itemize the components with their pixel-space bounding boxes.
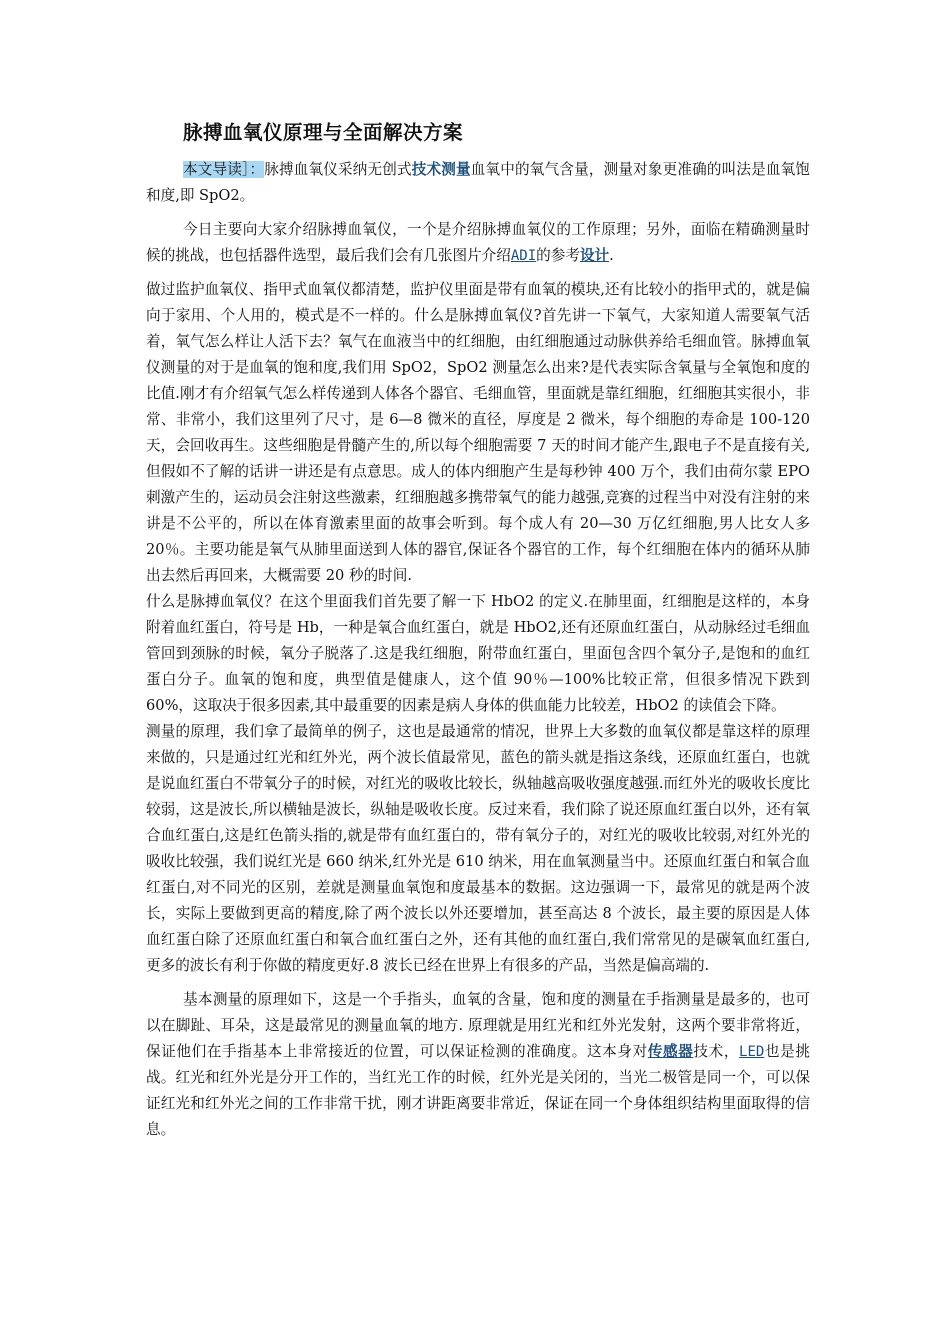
sensor-link[interactable]: 传感器 — [647, 1043, 694, 1060]
intro-highlight: 本文导读］： — [183, 161, 265, 178]
intro-text-2: 血氧中的氧气含量，测量对象更准确的叫法是血氧饱和度,即 SpO2。 — [146, 161, 810, 204]
overview-text: 今日主要向大家介绍脉搏血氧仪，一个是介绍脉搏血氧仪的工作原理；另外，面临在精确测量时候的挑战，也包括器件选型，最后我们会有几张图片介绍 — [146, 221, 810, 264]
adi-link[interactable]: ADI — [510, 248, 537, 264]
paragraph-measurement — [146, 987, 810, 1143]
document-page — [146, 118, 810, 1143]
design-link[interactable]: 设计 — [579, 247, 610, 264]
measurement-text-3: 也是挑战。红光和红外光是分开工作的，当红光工作的时候，红外光是关闭的，当光二极管是同一个，可以保证红光和红外光之间的工作非常干扰，刚才讲距离要非常近，保证在同一个身体组织结构里面取得的信息。 — [146, 1043, 810, 1138]
overview-text-2: 的参考 — [536, 247, 580, 264]
intro-text: 脉搏血氧仪采纳无创式 — [264, 161, 412, 178]
keyword-link[interactable]: 技术测量 — [411, 161, 471, 178]
paragraph-red-cells: 做过监护血氧仪、指甲式血氧仪都清楚，监护仪里面是带有血氧的模块,还有比较小的指甲式的，就是偏向于家用、个人用的，模式是不一样的。什么是脉搏血氧仪?首先讲一下氧气，大家知道人需要氧气活着，氧气怎么样让人活下去？氧气在血液当中的红细胞，由红细胞通过动脉供养给毛细血管。脉搏血氧仪测量的对于是血氧的饱和度,我们用 SpO2，SpO2 测量怎么出来?是代表实际含氧量与全氧饱和度的比值.刚才有介绍氧气怎么样传递到人体各个器官、毛细血管，里面就是靠红细胞，红细胞其实很小，非常、非常小，我们这里列了尺寸，是 6—8 微米的直径，厚度是 2 微米，每个细胞的寿命是 100-120 天，会回收再生。这些细胞是骨髓产生的,所以每个细胞需要 7 天的时间才能产生,跟电子不是直接有关,但假如不了解的话讲一讲还是有点意思。成人的体内细胞产生是每秒钟 400 万个，我们由荷尔蒙 EPO 刺激产生的，运动员会注射这些激素，红细胞越多携带氧气的能力越强,竞赛的过程当中对没有注射的来讲是不公平的，所以在体育激素里面的故事会听到。每个成人有 20—30 万亿红细胞,男人比女人多 20％。主要功能是氧气从肺里面送到人体的器官,保证各个器官的工作，每个红细胞在体内的循环从肺出去然后再回来，大概需要 20 秒的时间. — [146, 281, 810, 584]
led-link[interactable]: LED — [739, 1044, 765, 1060]
paragraph-overview — [146, 217, 810, 269]
intro-paragraph — [146, 157, 810, 209]
measurement-text-2: 技术， — [693, 1043, 740, 1060]
measurement-text: 基本测量的原理如下，这是一个手指头，血氧的含量，饱和度的测量在手指测量是最多的，也可以在脚趾、耳朵，这是最常见的测量血氧的地方. 原理就是用红光和红外光发射，这两个要非常将近，保证他们在手指基本上非常接近的位置，可以保证检测的准确度。这本身对 — [146, 991, 810, 1060]
page-title: 脉搏血氧仪原理与全面解决方案 — [183, 121, 464, 144]
paragraph-hbo2: 什么是脉搏血氧仪？在这个里面我们首先要了解一下 HbO2 的定义.在肺里面，红细胞是这样的，本身附着血红蛋白，符号是 Hb，一种是氧合血红蛋白，就是 HbO2,还有还原血红蛋白，从动脉经过毛细血管回到颈脉的时候，氧分子脱落了.这是我红细胞，附带血红蛋白，里面包含四个氧分子,是饱和的血红蛋白分子。血氧的饱和度，典型值是健康人，这个值 90％—100%比较正常，但很多情况下跌到 60%，这取决于很多因素,其中最重要的因素是病人身体的供血能力比较差，HbO2 的读值会下降。 — [146, 593, 810, 714]
overview-text-3: . — [609, 247, 614, 264]
paragraph-principle: 测量的原理，我们拿了最简单的例子，这也是最通常的情况，世界上大多数的血氧仪都是靠这样的原理来做的，只是通过红光和红外光，两个波长值最常见，蓝色的箭头就是指这条线，还原血红蛋白，也就是说血红蛋白不带氧分子的时候，对红光的吸收比较长，纵轴越高吸收强度越强.而红外光的吸收长度比较弱，这是波长,所以横轴是波长，纵轴是吸收长度。反过来看，我们除了说还原血红蛋白以外，还有氧合血红蛋白,这是红色箭头指的,就是带有血红蛋白的，带有氧分子的，对红光的吸收比较弱,对红外光的吸收比较强，我们说红光是 660 纳米,红外光是 610 纳米，用在血氧测量当中。还原血红蛋白和氧合血红蛋白,对不同光的区别，差就是测量血氧饱和度最基本的数据。这边强调一下，最常见的就是两个波长，实际上要做到更高的精度,除了两个波长以外还要增加，甚至高达 8 个波长，最主要的原因是人体血红蛋白除了还原血红蛋白和氧合血红蛋白之外，还有其他的血红蛋白,我们常常见的是碳氧血红蛋白,更多的波长有利于你做的精度更好.8 波长已经在世界上有很多的产品，当然是偏高端的. — [146, 723, 810, 974]
